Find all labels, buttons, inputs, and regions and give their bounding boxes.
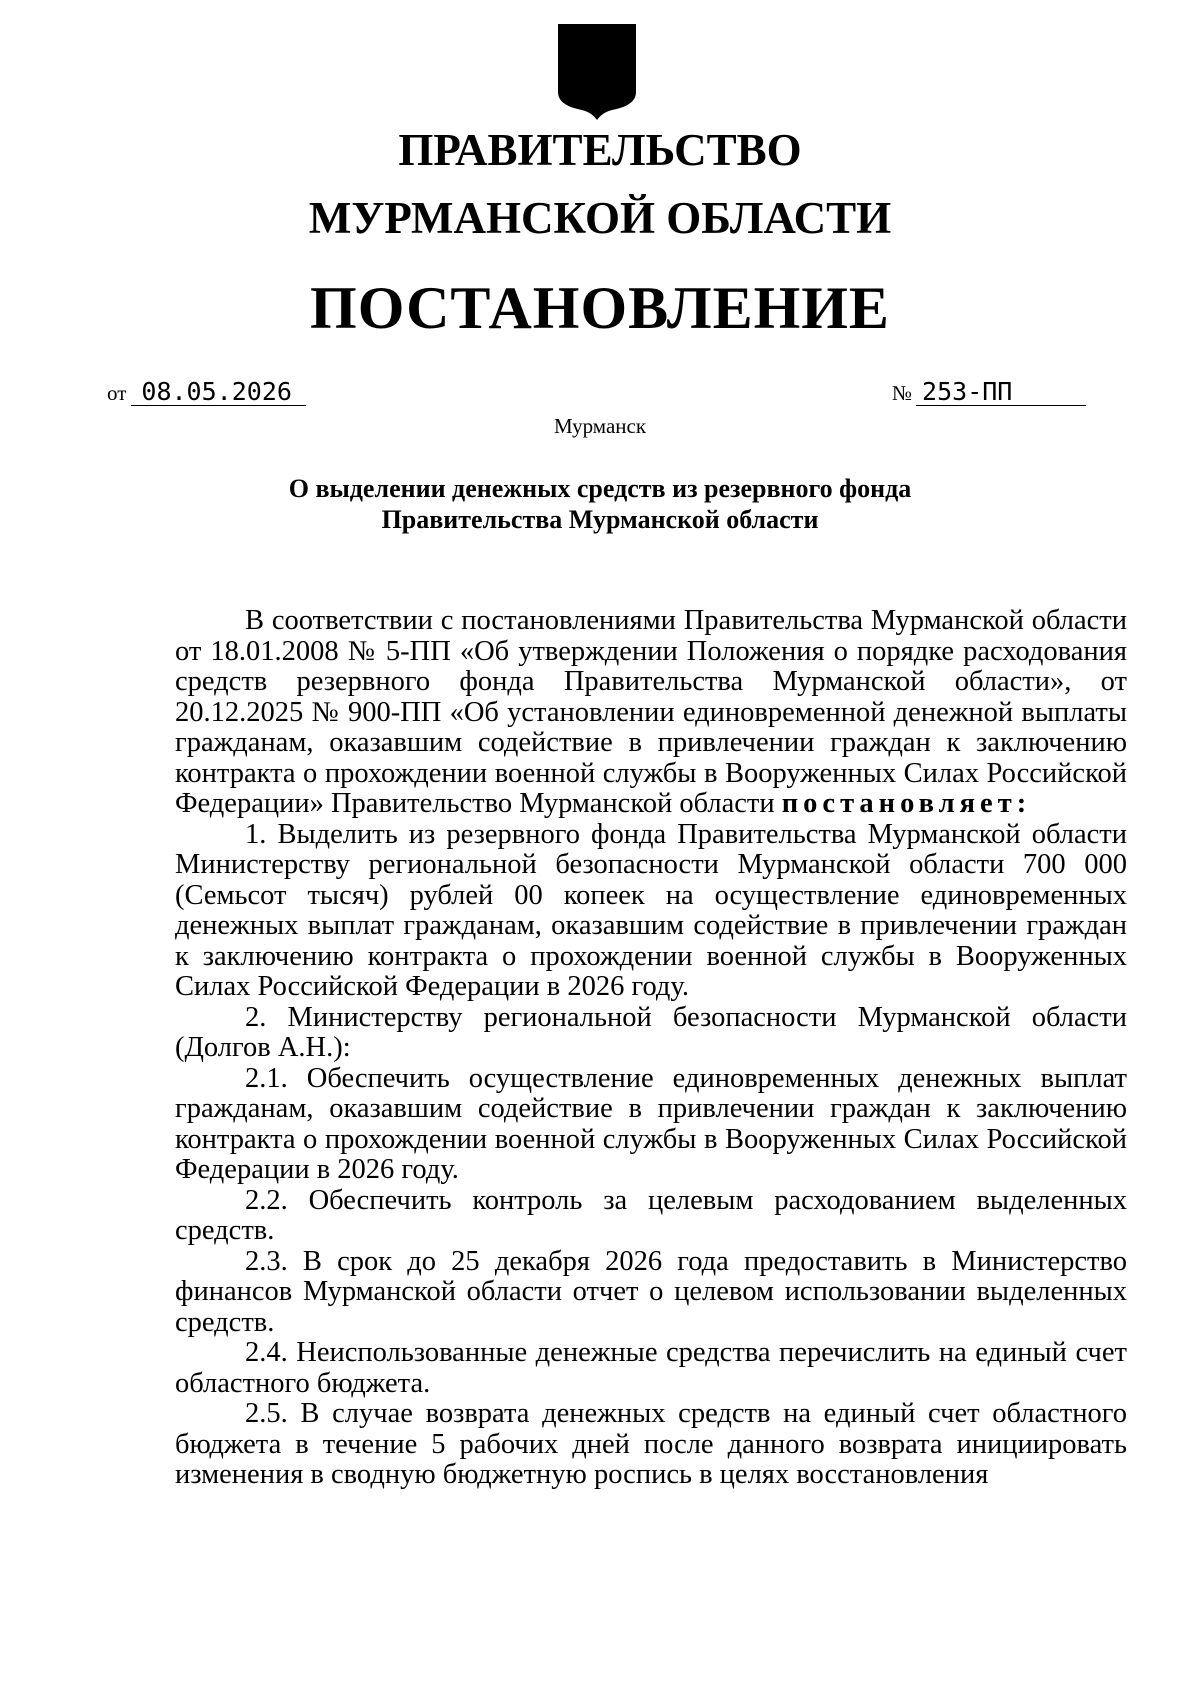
subject-line-1: О выделении денежных средств из резервного фонда	[288, 474, 912, 503]
number-value: 253-ПП	[916, 379, 1086, 406]
city-label: Мурманск	[553, 414, 647, 438]
clause-2: 2. Министерству региональной безопасности Мурманской области (Долгов А.Н.):	[175, 1001, 1127, 1063]
resolves-keyword: постановляет:	[781, 788, 1032, 819]
document-number	[892, 376, 1086, 410]
clause-2-1: 2.1. Обеспечить осуществление единовременных денежных выплат гражданам, оказавшим содействие в привлечении граждан к заключению контракта о прохождении военной службы в Вооруженных Силах Российской Федерации в 2026 году.	[175, 1062, 1127, 1185]
date-prefix-label: от	[107, 381, 127, 405]
region-title: МУРМАНСКОЙ ОБЛАСТИ	[308, 193, 892, 243]
document-body	[175, 606, 1127, 1491]
coat-of-arms-emblem	[552, 20, 642, 124]
document-subject	[0, 473, 1200, 535]
clause-2-2: 2.2. Обеспечить контроль за целевым расходованием выделенных средств.	[175, 1184, 1127, 1246]
date-value: 08.05.2026	[131, 379, 306, 406]
preamble-text: В соответствии с постановлениями Правительства Мурманской области от 18.01.2008 № 5-ПП «Об утверждении Положения о порядке расходования средств резервного фонда Правительства Мурманской области», от 20.12.2025 № 900-ПП «Об установлении единовременной денежной выплаты гражданам, оказавшим содействие в привлечении граждан к заключению контракта о прохождении военной службы в Вооруженных Силах Российской Федерации» Правительство Мурманской области	[175, 605, 1127, 819]
subject-line-2: Правительства Мурманской области	[381, 505, 819, 534]
government-title: ПРАВИТЕЛЬСТВО	[398, 125, 802, 175]
document-date	[107, 376, 306, 410]
clause-1: 1. Выделить из резервного фонда Правительства Мурманской области Министерству региональной безопасности Мурманской области 700 000 (Семьсот тысяч) рублей 00 копеек на осуществление единовременных денежных выплат гражданам, оказавшим содействие в привлечении граждан к заключению контракта о прохождении военной службы в Вооруженных Силах Российской Федерации в 2026 году.	[175, 818, 1127, 1002]
clause-2-4: 2.4. Неиспользованные денежные средства перечислить на единый счет областного бюджета.	[175, 1337, 1127, 1399]
number-prefix-label: №	[892, 381, 913, 405]
clause-2-5: 2.5. В случае возврата денежных средств на единый счет областного бюджета в течение 5 рабочих дней после данного возврата инициировать изменения в сводную бюджетную роспись в целях восстановления	[175, 1398, 1127, 1490]
clause-2-3: 2.3. В срок до 25 декабря 2026 года предоставить в Министерство финансов Мурманской области отчет о целевом использовании выделенных средств.	[175, 1245, 1127, 1338]
preamble-paragraph	[175, 606, 1127, 820]
document-type-heading: ПОСТАНОВЛЕНИЕ	[310, 275, 890, 341]
